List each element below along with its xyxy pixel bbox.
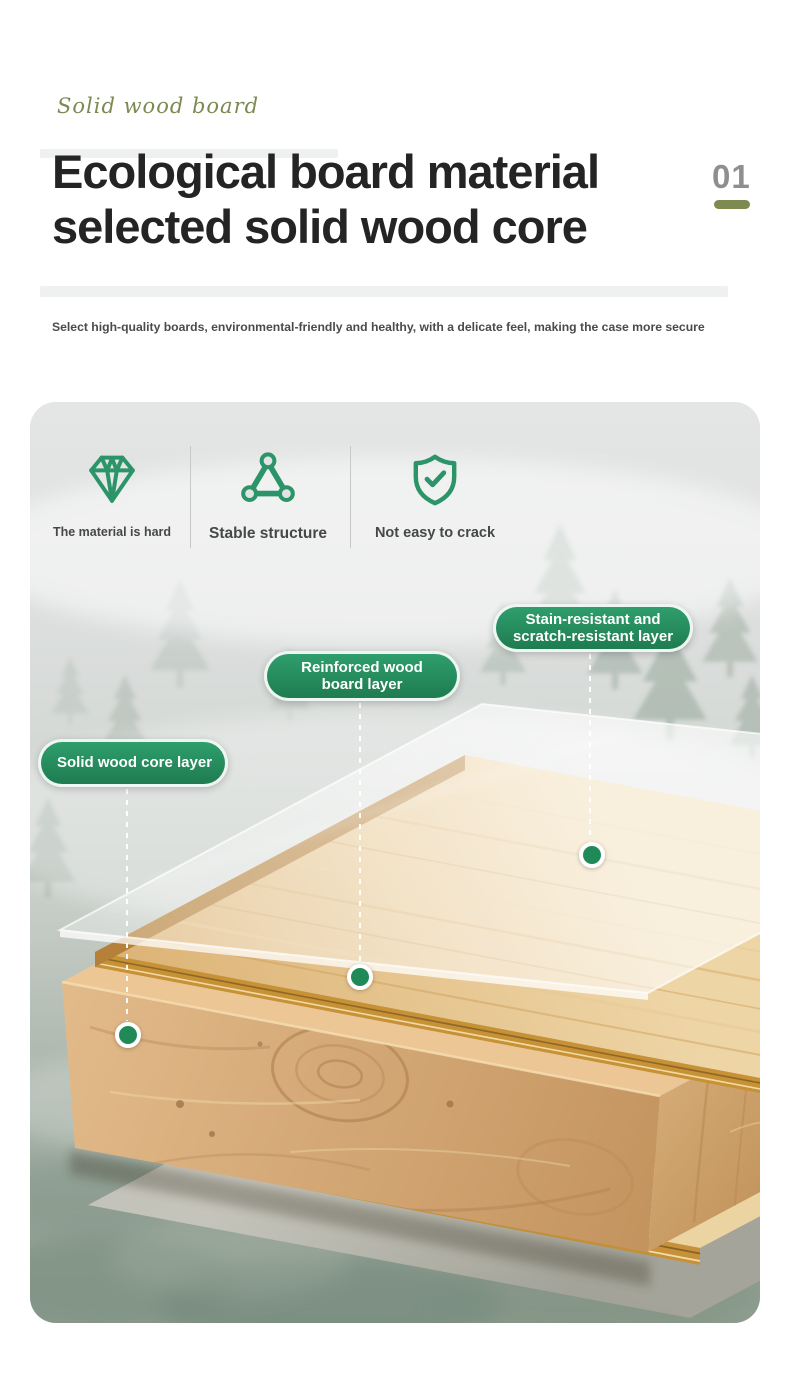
callout-stain-resistant-layer xyxy=(493,604,693,652)
subtitle-text: Select high-quality boards, environmental-friendly and healthy, with a delicate feel, making the case more secure xyxy=(52,320,705,334)
callout-reinforced-board-layer xyxy=(264,651,460,701)
hero-image-card xyxy=(30,402,760,1323)
diamond-icon xyxy=(80,448,144,512)
feature-not-easy-crack xyxy=(355,448,515,541)
decor-bar-bottom xyxy=(40,286,728,297)
title-line-2: selected solid wood core xyxy=(52,200,587,253)
callout-label: Solid wood core layer xyxy=(57,754,213,772)
page-title xyxy=(52,144,599,254)
feature-label: Not easy to crack xyxy=(374,525,496,541)
title-line-1: Ecological board material xyxy=(52,145,600,198)
section-number-underline xyxy=(714,200,750,209)
callout-label: Stain-resistant and scratch-resistant layer xyxy=(512,610,674,645)
feature-material-hard xyxy=(32,448,192,539)
feature-divider xyxy=(350,446,351,548)
triangle-structure-icon xyxy=(236,448,300,512)
marker-dot-stain-layer xyxy=(579,842,605,868)
marker-dot-reinforced-layer xyxy=(347,964,373,990)
connector-line-core-layer xyxy=(126,789,128,1021)
connector-line-reinforced-layer xyxy=(359,703,361,961)
tagline-script-text: Solid wood board xyxy=(57,94,260,118)
callout-solid-wood-core-layer xyxy=(38,739,228,787)
callout-label: Reinforced wood board layer xyxy=(301,658,423,693)
feature-stable-structure xyxy=(188,448,348,543)
feature-label: Stable structure xyxy=(208,525,327,542)
connector-line-stain-layer xyxy=(589,654,591,842)
section-number: 01 xyxy=(712,158,751,195)
feature-label: The material is hard xyxy=(52,525,172,539)
marker-dot-core-layer xyxy=(115,1022,141,1048)
section-index xyxy=(712,160,760,209)
shield-check-icon xyxy=(403,448,467,512)
